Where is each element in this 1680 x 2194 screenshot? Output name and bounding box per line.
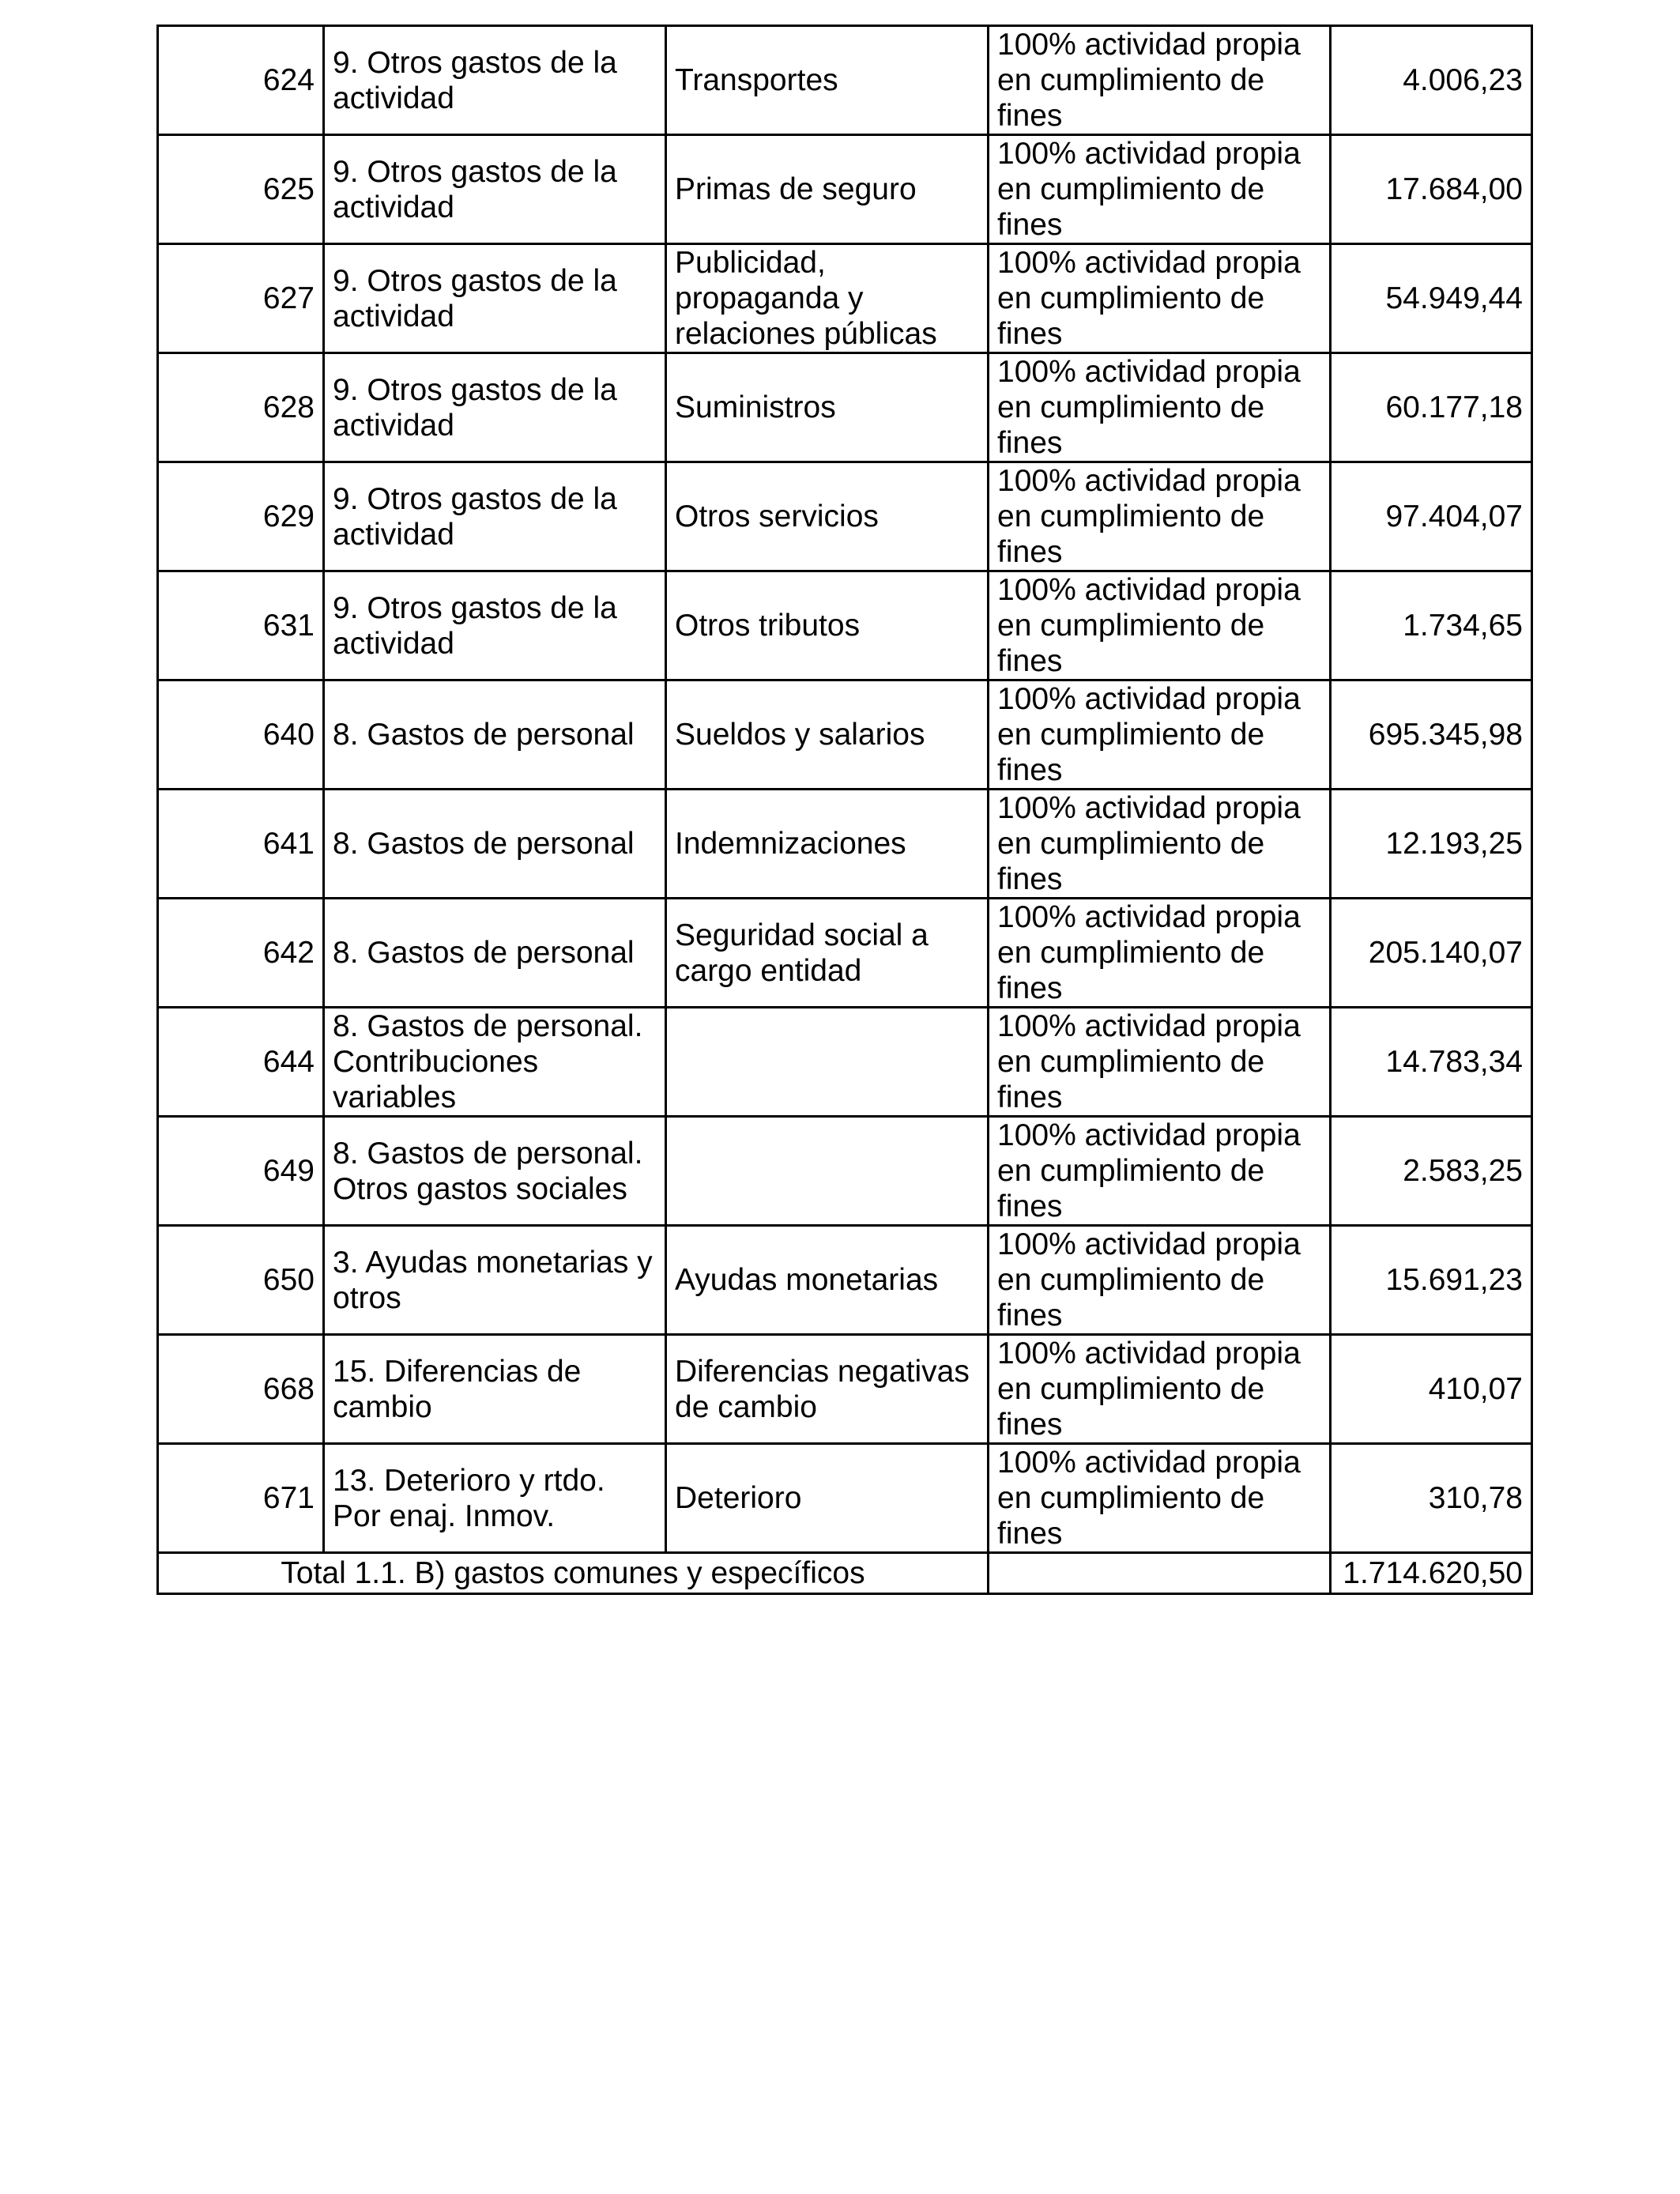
expense-concept-cell: Sueldos y salarios [666, 680, 989, 790]
allocation-cell: 100% actividad propia en cumplimiento de fines [989, 353, 1331, 462]
table-row [158, 26, 1532, 135]
expense-concept-cell: Otros tributos [666, 571, 989, 680]
allocation-cell: 100% actividad propia en cumplimiento de fines [989, 1335, 1331, 1444]
amount-cell: 15.691,23 [1331, 1226, 1532, 1335]
table-row [158, 244, 1532, 353]
expense-group-cell: 9. Otros gastos de la actividad [324, 571, 666, 680]
account-code-cell: 640 [158, 680, 324, 790]
amount-cell: 410,07 [1331, 1335, 1532, 1444]
table-row [158, 1226, 1532, 1335]
table-row [158, 680, 1532, 790]
expense-table-body [158, 26, 1532, 1594]
expense-group-cell: 9. Otros gastos de la actividad [324, 26, 666, 135]
allocation-cell: 100% actividad propia en cumplimiento de fines [989, 680, 1331, 790]
expense-concept-cell: Diferencias negativas de cambio [666, 1335, 989, 1444]
expense-group-cell: 8. Gastos de personal [324, 899, 666, 1008]
account-code-cell: 644 [158, 1008, 324, 1117]
total-amount-cell: 1.714.620,50 [1331, 1553, 1532, 1594]
expense-concept-cell: Suministros [666, 353, 989, 462]
allocation-cell: 100% actividad propia en cumplimiento de fines [989, 790, 1331, 899]
table-row [158, 1335, 1532, 1444]
account-code-cell: 627 [158, 244, 324, 353]
table-row [158, 571, 1532, 680]
expense-group-cell: 13. Deterioro y rtdo. Por enaj. Inmov. [324, 1444, 666, 1553]
expense-group-cell: 8. Gastos de personal [324, 680, 666, 790]
total-allocation-cell [989, 1553, 1331, 1594]
expense-concept-cell: Otros servicios [666, 462, 989, 571]
amount-cell: 54.949,44 [1331, 244, 1532, 353]
expense-group-cell: 3. Ayudas monetarias y otros [324, 1226, 666, 1335]
allocation-cell: 100% actividad propia en cumplimiento de fines [989, 244, 1331, 353]
allocation-cell: 100% actividad propia en cumplimiento de fines [989, 1117, 1331, 1226]
expense-concept-cell [666, 1008, 989, 1117]
allocation-cell: 100% actividad propia en cumplimiento de fines [989, 135, 1331, 244]
account-code-cell: 642 [158, 899, 324, 1008]
allocation-cell: 100% actividad propia en cumplimiento de fines [989, 26, 1331, 135]
amount-cell: 97.404,07 [1331, 462, 1532, 571]
account-code-cell: 650 [158, 1226, 324, 1335]
table-row [158, 1008, 1532, 1117]
amount-cell: 14.783,34 [1331, 1008, 1532, 1117]
amount-cell: 310,78 [1331, 1444, 1532, 1553]
allocation-cell: 100% actividad propia en cumplimiento de fines [989, 571, 1331, 680]
expense-concept-cell: Ayudas monetarias [666, 1226, 989, 1335]
table-row [158, 1117, 1532, 1226]
amount-cell: 17.684,00 [1331, 135, 1532, 244]
expense-group-cell: 8. Gastos de personal. Contribuciones variables [324, 1008, 666, 1117]
allocation-cell: 100% actividad propia en cumplimiento de fines [989, 1444, 1331, 1553]
expense-table [156, 25, 1533, 1595]
table-row [158, 790, 1532, 899]
expense-concept-cell: Indemnizaciones [666, 790, 989, 899]
allocation-cell: 100% actividad propia en cumplimiento de fines [989, 1226, 1331, 1335]
allocation-cell: 100% actividad propia en cumplimiento de fines [989, 462, 1331, 571]
table-row [158, 1444, 1532, 1553]
account-code-cell: 649 [158, 1117, 324, 1226]
amount-cell: 1.734,65 [1331, 571, 1532, 680]
amount-cell: 205.140,07 [1331, 899, 1532, 1008]
account-code-cell: 641 [158, 790, 324, 899]
amount-cell: 2.583,25 [1331, 1117, 1532, 1226]
expense-concept-cell [666, 1117, 989, 1226]
amount-cell: 12.193,25 [1331, 790, 1532, 899]
table-row [158, 353, 1532, 462]
expense-group-cell: 9. Otros gastos de la actividad [324, 135, 666, 244]
expense-concept-cell: Deterioro [666, 1444, 989, 1553]
account-code-cell: 671 [158, 1444, 324, 1553]
account-code-cell: 628 [158, 353, 324, 462]
expense-concept-cell: Primas de seguro [666, 135, 989, 244]
expense-group-cell: 9. Otros gastos de la actividad [324, 353, 666, 462]
account-code-cell: 625 [158, 135, 324, 244]
expense-group-cell: 9. Otros gastos de la actividad [324, 462, 666, 571]
table-row [158, 462, 1532, 571]
expense-concept-cell: Seguridad social a cargo entidad [666, 899, 989, 1008]
total-label-cell: Total 1.1. B) gastos comunes y específicos [158, 1553, 989, 1594]
total-row [158, 1553, 1532, 1594]
expense-concept-cell: Transportes [666, 26, 989, 135]
allocation-cell: 100% actividad propia en cumplimiento de fines [989, 899, 1331, 1008]
allocation-cell: 100% actividad propia en cumplimiento de fines [989, 1008, 1331, 1117]
account-code-cell: 631 [158, 571, 324, 680]
table-row [158, 135, 1532, 244]
account-code-cell: 668 [158, 1335, 324, 1444]
table-row [158, 899, 1532, 1008]
amount-cell: 60.177,18 [1331, 353, 1532, 462]
account-code-cell: 629 [158, 462, 324, 571]
expense-group-cell: 15. Diferencias de cambio [324, 1335, 666, 1444]
expense-group-cell: 8. Gastos de personal. Otros gastos sociales [324, 1117, 666, 1226]
amount-cell: 695.345,98 [1331, 680, 1532, 790]
expense-group-cell: 8. Gastos de personal [324, 790, 666, 899]
expense-concept-cell: Publicidad, propaganda y relaciones públicas [666, 244, 989, 353]
account-code-cell: 624 [158, 26, 324, 135]
expense-group-cell: 9. Otros gastos de la actividad [324, 244, 666, 353]
amount-cell: 4.006,23 [1331, 26, 1532, 135]
